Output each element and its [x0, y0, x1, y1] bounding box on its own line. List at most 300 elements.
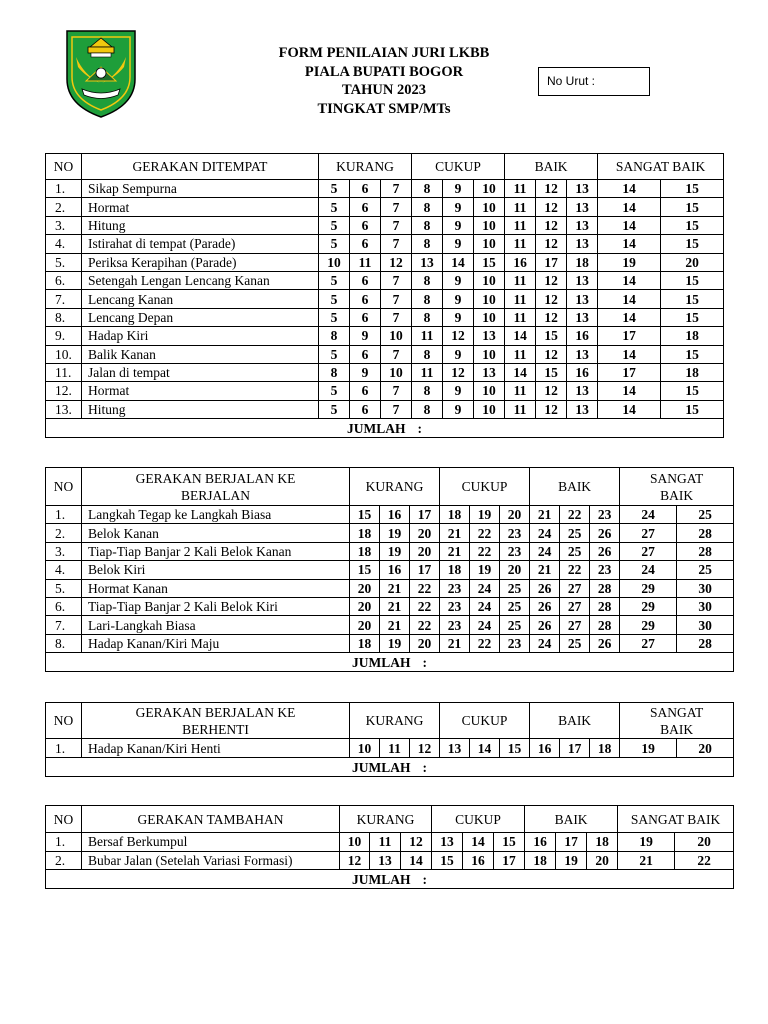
score-cell[interactable]: 5 [319, 290, 350, 308]
score-cell[interactable]: 22 [410, 579, 440, 597]
score-cell[interactable]: 11 [412, 327, 443, 345]
score-cell[interactable]: 19 [598, 253, 661, 271]
score-cell[interactable]: 23 [440, 597, 470, 615]
row-number: 2. [46, 524, 82, 542]
score-cell[interactable]: 15 [661, 308, 724, 326]
score-cell[interactable]: 14 [505, 363, 536, 381]
score-cell[interactable]: 24 [620, 506, 677, 524]
score-cell[interactable]: 22 [675, 851, 734, 870]
jumlah-colon: : [417, 420, 423, 436]
score-cell[interactable]: 8 [412, 382, 443, 400]
score-cell[interactable]: 24 [530, 524, 560, 542]
score-cell[interactable]: 14 [598, 345, 661, 363]
score-cell[interactable]: 22 [470, 634, 500, 652]
score-cell[interactable]: 9 [443, 180, 474, 198]
score-cell[interactable]: 20 [410, 634, 440, 652]
score-cell[interactable]: 14 [598, 271, 661, 289]
score-cell[interactable]: 11 [505, 235, 536, 253]
score-cell[interactable]: 6 [350, 400, 381, 418]
score-cell[interactable]: 25 [677, 506, 734, 524]
score-cell[interactable]: 26 [590, 542, 620, 560]
score-cell[interactable]: 10 [474, 216, 505, 234]
score-cell[interactable]: 21 [530, 506, 560, 524]
movement-name: Hadap Kanan/Kiri Maju [82, 634, 350, 652]
column-header-sangat-baik-line-1: SANGAT [649, 704, 704, 720]
score-cell[interactable]: 25 [677, 561, 734, 579]
score-cell[interactable]: 29 [620, 579, 677, 597]
score-cell[interactable]: 30 [677, 579, 734, 597]
score-cell[interactable]: 14 [505, 327, 536, 345]
score-cell[interactable]: 13 [567, 290, 598, 308]
jumlah-row [46, 419, 724, 438]
score-cell[interactable]: 17 [598, 363, 661, 381]
score-cell[interactable]: 11 [412, 363, 443, 381]
score-cell[interactable]: 7 [381, 290, 412, 308]
score-cell[interactable]: 15 [661, 345, 724, 363]
score-cell[interactable]: 15 [494, 833, 525, 852]
score-cell[interactable]: 9 [350, 327, 381, 345]
header-line-2: PIALA BUPATI BOGOR [304, 63, 464, 80]
score-cell[interactable]: 17 [410, 506, 440, 524]
score-cell[interactable]: 13 [474, 327, 505, 345]
score-cell[interactable]: 8 [412, 271, 443, 289]
score-cell[interactable]: 16 [505, 253, 536, 271]
score-cell[interactable]: 6 [350, 382, 381, 400]
score-cell[interactable]: 28 [677, 634, 734, 652]
score-cell[interactable]: 12 [536, 382, 567, 400]
score-cell[interactable]: 15 [432, 851, 463, 870]
score-cell[interactable]: 18 [590, 739, 620, 758]
score-cell[interactable]: 13 [567, 400, 598, 418]
score-cell[interactable]: 6 [350, 308, 381, 326]
score-cell[interactable]: 21 [380, 597, 410, 615]
score-cell[interactable]: 11 [505, 290, 536, 308]
score-cell[interactable]: 13 [440, 739, 470, 758]
score-cell[interactable]: 26 [530, 579, 560, 597]
score-cell[interactable]: 16 [380, 506, 410, 524]
score-cell[interactable]: 15 [661, 235, 724, 253]
score-cell[interactable]: 20 [587, 851, 618, 870]
score-cell[interactable]: 10 [474, 345, 505, 363]
score-cell[interactable]: 24 [530, 542, 560, 560]
score-cell[interactable]: 24 [530, 634, 560, 652]
score-cell[interactable]: 15 [661, 216, 724, 234]
score-cell[interactable]: 9 [443, 400, 474, 418]
header-line-4: TINGKAT SMP/MTs [317, 100, 451, 117]
score-cell[interactable]: 13 [432, 833, 463, 852]
score-cell[interactable]: 5 [319, 235, 350, 253]
row-number: 2. [46, 198, 82, 216]
column-header-no: NO [46, 154, 82, 180]
score-cell[interactable]: 12 [381, 253, 412, 271]
column-header-movement-line-2: BERJALAN [180, 487, 250, 503]
score-cell[interactable]: 25 [500, 579, 530, 597]
score-cell[interactable]: 7 [381, 216, 412, 234]
table-row [46, 400, 724, 418]
score-cell[interactable]: 28 [590, 597, 620, 615]
score-cell[interactable]: 10 [474, 308, 505, 326]
score-cell[interactable]: 19 [380, 634, 410, 652]
score-cell[interactable]: 11 [505, 271, 536, 289]
score-cell[interactable]: 14 [598, 400, 661, 418]
score-cell[interactable]: 6 [350, 235, 381, 253]
column-header-sangat-baik: SANGAT BAIK [598, 154, 724, 180]
score-cell[interactable]: 15 [661, 400, 724, 418]
score-cell[interactable]: 8 [412, 198, 443, 216]
score-cell[interactable]: 22 [470, 542, 500, 560]
score-cell[interactable]: 17 [536, 253, 567, 271]
score-cell[interactable]: 5 [319, 382, 350, 400]
score-cell[interactable]: 28 [590, 616, 620, 634]
score-cell[interactable]: 15 [350, 506, 380, 524]
score-cell[interactable]: 28 [677, 542, 734, 560]
score-cell[interactable]: 13 [567, 382, 598, 400]
score-cell[interactable]: 11 [505, 216, 536, 234]
score-cell[interactable]: 17 [410, 561, 440, 579]
score-cell[interactable]: 20 [677, 739, 734, 758]
score-cell[interactable]: 12 [410, 739, 440, 758]
score-cell[interactable]: 26 [530, 597, 560, 615]
score-cell[interactable]: 14 [443, 253, 474, 271]
score-cell[interactable]: 12 [536, 308, 567, 326]
score-cell[interactable]: 17 [598, 327, 661, 345]
score-cell[interactable]: 22 [410, 597, 440, 615]
score-cell[interactable]: 12 [443, 327, 474, 345]
score-cell[interactable]: 20 [350, 597, 380, 615]
score-cell[interactable]: 12 [401, 833, 432, 852]
score-cell[interactable]: 10 [474, 271, 505, 289]
score-cell[interactable]: 13 [370, 851, 401, 870]
score-cell[interactable]: 19 [470, 506, 500, 524]
score-cell[interactable]: 11 [505, 400, 536, 418]
score-cell[interactable]: 18 [350, 634, 380, 652]
score-cell[interactable]: 7 [381, 180, 412, 198]
score-cell[interactable]: 18 [567, 253, 598, 271]
score-cell[interactable]: 12 [443, 363, 474, 381]
score-cell[interactable]: 22 [410, 616, 440, 634]
score-cell[interactable]: 26 [590, 634, 620, 652]
score-cell[interactable]: 9 [443, 235, 474, 253]
score-cell[interactable]: 7 [381, 235, 412, 253]
column-header-movement-line-2: BERHENTI [182, 721, 249, 737]
score-cell[interactable]: 15 [661, 198, 724, 216]
score-cell[interactable]: 11 [505, 382, 536, 400]
score-cell[interactable]: 23 [500, 634, 530, 652]
score-table-2 [45, 467, 734, 672]
score-cell[interactable]: 5 [319, 198, 350, 216]
score-cell[interactable]: 10 [474, 400, 505, 418]
score-cell[interactable]: 22 [560, 561, 590, 579]
score-cell[interactable]: 17 [494, 851, 525, 870]
score-cell[interactable]: 14 [598, 382, 661, 400]
score-table-3 [45, 702, 734, 777]
score-cell[interactable]: 28 [677, 524, 734, 542]
score-cell[interactable]: 15 [536, 327, 567, 345]
score-cell[interactable]: 15 [661, 290, 724, 308]
score-cell[interactable]: 23 [440, 579, 470, 597]
score-table-1 [45, 153, 724, 438]
score-cell[interactable]: 11 [505, 345, 536, 363]
jumlah-cell [46, 653, 734, 672]
score-cell[interactable]: 15 [661, 382, 724, 400]
score-cell[interactable]: 21 [440, 524, 470, 542]
score-cell[interactable]: 19 [618, 833, 675, 852]
score-cell[interactable]: 19 [380, 542, 410, 560]
score-cell[interactable]: 20 [350, 579, 380, 597]
score-cell[interactable]: 7 [381, 400, 412, 418]
score-cell[interactable]: 24 [470, 616, 500, 634]
score-cell[interactable]: 15 [500, 739, 530, 758]
score-cell[interactable]: 7 [381, 345, 412, 363]
score-cell[interactable]: 24 [470, 597, 500, 615]
movement-name: Bubar Jalan (Setelah Variasi Formasi) [82, 851, 340, 870]
score-cell[interactable]: 14 [598, 216, 661, 234]
score-cell[interactable]: 8 [412, 180, 443, 198]
score-cell[interactable]: 20 [675, 833, 734, 852]
score-cell[interactable]: 10 [474, 290, 505, 308]
score-cell[interactable]: 25 [500, 616, 530, 634]
row-number: 5. [46, 579, 82, 597]
score-cell[interactable]: 13 [567, 235, 598, 253]
score-cell[interactable]: 11 [505, 180, 536, 198]
score-cell[interactable]: 10 [350, 739, 380, 758]
score-cell[interactable]: 14 [401, 851, 432, 870]
score-cell[interactable]: 24 [470, 579, 500, 597]
score-cell[interactable]: 29 [620, 597, 677, 615]
score-cell[interactable]: 11 [505, 308, 536, 326]
score-cell[interactable]: 5 [319, 308, 350, 326]
score-cell[interactable]: 5 [319, 345, 350, 363]
score-cell[interactable]: 6 [350, 198, 381, 216]
score-cell[interactable]: 14 [598, 308, 661, 326]
score-cell[interactable]: 8 [412, 290, 443, 308]
score-cell[interactable]: 15 [350, 561, 380, 579]
column-header-movement [82, 703, 350, 739]
score-cell[interactable]: 8 [412, 216, 443, 234]
no-urut-field[interactable] [538, 67, 650, 96]
score-cell[interactable]: 16 [530, 739, 560, 758]
score-cell[interactable]: 7 [381, 382, 412, 400]
score-cell[interactable]: 12 [340, 851, 370, 870]
score-cell[interactable]: 16 [567, 327, 598, 345]
score-cell[interactable]: 20 [661, 253, 724, 271]
score-cell[interactable]: 8 [412, 308, 443, 326]
score-cell[interactable]: 23 [500, 524, 530, 542]
score-cell[interactable]: 13 [567, 271, 598, 289]
score-cell[interactable]: 10 [474, 198, 505, 216]
score-cell[interactable]: 25 [560, 634, 590, 652]
score-cell[interactable]: 27 [620, 524, 677, 542]
score-cell[interactable]: 16 [567, 363, 598, 381]
score-cell[interactable]: 9 [443, 271, 474, 289]
score-cell[interactable]: 12 [536, 400, 567, 418]
score-cell[interactable]: 10 [340, 833, 370, 852]
score-cell[interactable]: 23 [440, 616, 470, 634]
score-cell[interactable]: 18 [440, 506, 470, 524]
score-cell[interactable]: 15 [661, 271, 724, 289]
score-cell[interactable]: 23 [500, 542, 530, 560]
score-cell[interactable]: 16 [463, 851, 494, 870]
score-cell[interactable]: 27 [560, 597, 590, 615]
score-cell[interactable]: 21 [440, 634, 470, 652]
score-cell[interactable]: 19 [380, 524, 410, 542]
score-cell[interactable]: 11 [370, 833, 401, 852]
score-cell[interactable]: 5 [319, 271, 350, 289]
score-cell[interactable]: 20 [500, 506, 530, 524]
score-cell[interactable]: 9 [350, 363, 381, 381]
score-cell[interactable]: 21 [440, 542, 470, 560]
score-cell[interactable]: 26 [590, 524, 620, 542]
table-row [46, 253, 724, 271]
score-cell[interactable]: 28 [590, 579, 620, 597]
score-cell[interactable]: 10 [381, 363, 412, 381]
score-cell[interactable]: 29 [620, 616, 677, 634]
score-cell[interactable]: 15 [474, 253, 505, 271]
score-cell[interactable]: 10 [474, 180, 505, 198]
score-cell[interactable]: 20 [410, 524, 440, 542]
score-cell[interactable]: 12 [536, 290, 567, 308]
table-row [46, 597, 734, 615]
score-cell[interactable]: 7 [381, 271, 412, 289]
score-cell[interactable]: 25 [560, 542, 590, 560]
column-header-movement [82, 468, 350, 506]
score-cell[interactable]: 5 [319, 180, 350, 198]
score-cell[interactable]: 11 [380, 739, 410, 758]
score-cell[interactable]: 18 [661, 327, 724, 345]
score-cell[interactable]: 14 [598, 198, 661, 216]
score-cell[interactable]: 5 [319, 400, 350, 418]
score-cell[interactable]: 12 [536, 235, 567, 253]
score-cell[interactable]: 12 [536, 216, 567, 234]
table-row [46, 235, 724, 253]
score-cell[interactable]: 6 [350, 345, 381, 363]
score-cell[interactable]: 23 [590, 561, 620, 579]
score-cell[interactable]: 20 [500, 561, 530, 579]
table-row [46, 506, 734, 524]
score-cell[interactable]: 17 [560, 739, 590, 758]
score-cell[interactable]: 25 [500, 597, 530, 615]
score-cell[interactable]: 6 [350, 216, 381, 234]
score-cell[interactable]: 14 [598, 235, 661, 253]
score-cell[interactable]: 8 [412, 400, 443, 418]
score-cell[interactable]: 19 [620, 739, 677, 758]
score-cell[interactable]: 19 [470, 561, 500, 579]
score-cell[interactable]: 7 [381, 308, 412, 326]
score-cell[interactable]: 21 [380, 616, 410, 634]
score-cell[interactable]: 14 [470, 739, 500, 758]
score-cell[interactable]: 20 [350, 616, 380, 634]
score-cell[interactable]: 12 [536, 180, 567, 198]
score-cell[interactable]: 10 [474, 382, 505, 400]
score-cell[interactable]: 11 [505, 198, 536, 216]
score-cell[interactable]: 12 [536, 198, 567, 216]
score-cell[interactable]: 13 [567, 345, 598, 363]
score-cell[interactable]: 15 [661, 180, 724, 198]
column-header-no: NO [46, 703, 82, 739]
score-cell[interactable]: 18 [440, 561, 470, 579]
movement-name: Hadap Kanan/Kiri Henti [82, 739, 350, 758]
table-row [46, 327, 724, 345]
score-cell[interactable]: 30 [677, 597, 734, 615]
score-cell[interactable]: 9 [443, 308, 474, 326]
score-cell[interactable]: 20 [410, 542, 440, 560]
score-cell[interactable]: 21 [530, 561, 560, 579]
score-cell[interactable]: 22 [470, 524, 500, 542]
movement-name: Hitung [82, 216, 319, 234]
score-cell[interactable]: 8 [319, 327, 350, 345]
score-cell[interactable]: 5 [319, 216, 350, 234]
score-cell[interactable]: 10 [381, 327, 412, 345]
score-cell[interactable]: 27 [560, 579, 590, 597]
score-cell[interactable]: 26 [530, 616, 560, 634]
score-cell[interactable]: 18 [350, 542, 380, 560]
score-cell[interactable]: 6 [350, 290, 381, 308]
score-cell[interactable]: 13 [412, 253, 443, 271]
score-cell[interactable]: 6 [350, 180, 381, 198]
score-cell[interactable]: 21 [380, 579, 410, 597]
score-cell[interactable]: 9 [443, 198, 474, 216]
score-cell[interactable]: 8 [319, 363, 350, 381]
score-cell[interactable]: 23 [590, 506, 620, 524]
score-cell[interactable]: 13 [567, 216, 598, 234]
score-cell[interactable]: 12 [536, 271, 567, 289]
score-cell[interactable]: 14 [598, 180, 661, 198]
score-cell[interactable]: 19 [556, 851, 587, 870]
score-cell[interactable]: 11 [350, 253, 381, 271]
score-cell[interactable]: 8 [412, 235, 443, 253]
score-cell[interactable]: 7 [381, 198, 412, 216]
score-cell[interactable]: 13 [567, 308, 598, 326]
score-cell[interactable]: 6 [350, 271, 381, 289]
score-cell[interactable]: 27 [620, 542, 677, 560]
score-cell[interactable]: 13 [567, 198, 598, 216]
score-cell[interactable]: 16 [525, 833, 556, 852]
score-cell[interactable]: 13 [474, 363, 505, 381]
score-cell[interactable]: 10 [474, 235, 505, 253]
score-cell[interactable]: 15 [536, 363, 567, 381]
score-cell[interactable]: 27 [620, 634, 677, 652]
score-cell[interactable]: 18 [587, 833, 618, 852]
score-cell[interactable]: 30 [677, 616, 734, 634]
column-header-movement-line-1: GERAKAN BERJALAN KE [135, 470, 296, 486]
column-header-kurang: KURANG [350, 468, 440, 506]
score-cell[interactable]: 14 [598, 290, 661, 308]
score-cell[interactable]: 25 [560, 524, 590, 542]
score-cell[interactable]: 9 [443, 382, 474, 400]
score-cell[interactable]: 13 [567, 180, 598, 198]
score-cell[interactable]: 12 [536, 345, 567, 363]
score-cell[interactable]: 18 [350, 524, 380, 542]
score-cell[interactable]: 14 [463, 833, 494, 852]
score-cell[interactable]: 9 [443, 345, 474, 363]
score-cell[interactable]: 27 [560, 616, 590, 634]
score-cell[interactable]: 18 [525, 851, 556, 870]
score-cell[interactable]: 9 [443, 290, 474, 308]
score-cell[interactable]: 8 [412, 345, 443, 363]
jumlah-label: JUMLAH [352, 871, 411, 887]
score-cell[interactable]: 18 [661, 363, 724, 381]
score-cell[interactable]: 10 [319, 253, 350, 271]
score-cell[interactable]: 24 [620, 561, 677, 579]
score-cell[interactable]: 9 [443, 216, 474, 234]
score-cell[interactable]: 16 [380, 561, 410, 579]
score-cell[interactable]: 21 [618, 851, 675, 870]
jumlah-label: JUMLAH [347, 420, 406, 436]
movement-name: Hormat [82, 382, 319, 400]
score-cell[interactable]: 17 [556, 833, 587, 852]
score-cell[interactable]: 22 [560, 506, 590, 524]
table-row [46, 579, 734, 597]
